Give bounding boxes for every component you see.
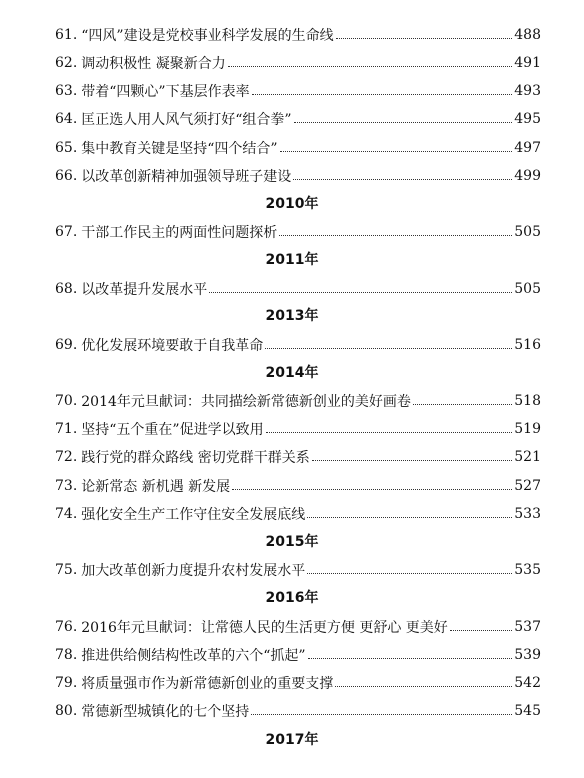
entry-number: 68. <box>55 281 78 297</box>
entry-number: 79. <box>55 675 78 691</box>
toc-entry[interactable] <box>55 475 541 497</box>
entry-page-number: 521 <box>514 449 541 465</box>
toc-entry[interactable] <box>55 221 541 243</box>
toc-entry[interactable] <box>55 80 541 102</box>
entry-page-number: 542 <box>514 675 541 691</box>
entry-page-number: 499 <box>514 168 541 184</box>
entry-title: 强化安全生产工作守住安全发展底线 <box>81 507 306 523</box>
dot-leader <box>307 517 512 518</box>
entry-title: 将质量强市作为新常德新创业的重要支撑 <box>81 676 334 692</box>
toc-entry[interactable] <box>55 672 541 694</box>
entry-page-number: 488 <box>514 27 541 43</box>
dot-leader <box>252 94 513 95</box>
dot-leader <box>265 348 512 349</box>
entry-number: 80. <box>55 703 78 719</box>
toc-entry[interactable] <box>55 616 541 638</box>
entry-page-number: 519 <box>514 421 541 437</box>
toc-entry[interactable] <box>55 165 541 187</box>
year-heading: 2013年 <box>265 308 319 324</box>
toc-entry[interactable] <box>55 52 541 74</box>
toc-entry[interactable] <box>55 334 541 356</box>
entry-title: 集中教育关键是坚持“四个结合” <box>81 141 278 157</box>
dot-leader <box>209 292 512 293</box>
entry-title: 践行党的群众路线 密切党群干群关系 <box>81 450 310 466</box>
entry-number: 71. <box>55 421 78 437</box>
entry-title: 优化发展环境要敢于自我革命 <box>81 338 264 354</box>
entry-title: 匡正选人用人风气须打好“组合拳” <box>81 112 292 128</box>
year-heading: 2014年 <box>265 365 319 381</box>
entry-number: 75. <box>55 562 78 578</box>
dot-leader <box>294 122 513 123</box>
entry-number: 74. <box>55 506 78 522</box>
entry-page-number: 495 <box>514 111 541 127</box>
entry-page-number: 491 <box>514 55 541 71</box>
entry-title: 调动积极性 凝聚新合力 <box>81 56 226 72</box>
toc-entry[interactable] <box>55 503 541 525</box>
entry-title: 推进供给侧结构性改革的六个“抓起” <box>81 648 306 664</box>
dot-leader <box>280 151 513 152</box>
entry-title: 论新常态 新机遇 新发展 <box>81 479 231 495</box>
toc-entry[interactable] <box>55 24 541 46</box>
toc-entry[interactable] <box>55 137 541 159</box>
dot-leader <box>293 179 512 180</box>
entry-number: 70. <box>55 393 78 409</box>
toc-entry[interactable] <box>55 644 541 666</box>
dot-leader <box>308 658 513 659</box>
entry-number: 62. <box>55 55 78 71</box>
dot-leader <box>266 432 513 433</box>
entry-page-number: 527 <box>514 478 541 494</box>
dot-leader <box>232 489 512 490</box>
entry-page-number: 505 <box>514 281 541 297</box>
entry-page-number: 518 <box>514 393 541 409</box>
entry-number: 69. <box>55 337 78 353</box>
toc-entry[interactable] <box>55 278 541 300</box>
dot-leader <box>335 686 512 687</box>
entry-title: 坚持“五个重在”促进学以致用 <box>81 422 264 438</box>
entry-number: 66. <box>55 168 78 184</box>
year-heading: 2010年 <box>265 196 319 212</box>
year-heading: 2015年 <box>265 534 319 550</box>
entry-title: “四风”建设是党校事业科学发展的生命线 <box>81 28 334 44</box>
entry-number: 64. <box>55 111 78 127</box>
year-heading: 2016年 <box>265 590 319 606</box>
toc-entry[interactable] <box>55 700 541 722</box>
entry-number: 73. <box>55 478 78 494</box>
entry-title: 以改革创新精神加强领导班子建设 <box>81 169 292 185</box>
entry-title: 以改革提升发展水平 <box>81 282 208 298</box>
entry-page-number: 545 <box>514 703 541 719</box>
entry-page-number: 497 <box>514 140 541 156</box>
entry-number: 67. <box>55 224 78 240</box>
entry-title: 带着“四颗心”下基层作表率 <box>81 84 250 100</box>
entry-page-number: 516 <box>514 337 541 353</box>
entry-title: 2016年元旦献词：让常德人民的生活更方便 更舒心 更美好 <box>81 620 448 636</box>
dot-leader <box>228 66 513 67</box>
dot-leader <box>279 235 512 236</box>
entry-page-number: 505 <box>514 224 541 240</box>
entry-number: 61. <box>55 27 78 43</box>
toc-entry[interactable] <box>55 559 541 581</box>
entry-title: 2014年元旦献词：共同描绘新常德新创业的美好画卷 <box>81 394 411 410</box>
entry-number: 63. <box>55 83 78 99</box>
entry-page-number: 539 <box>514 647 541 663</box>
entry-page-number: 535 <box>514 562 541 578</box>
dot-leader <box>413 404 512 405</box>
year-heading: 2017年 <box>265 732 319 748</box>
entry-number: 72. <box>55 449 78 465</box>
dot-leader <box>312 460 513 461</box>
entry-title: 干部工作民主的两面性问题探析 <box>81 225 278 241</box>
dot-leader <box>307 573 512 574</box>
entry-number: 78. <box>55 647 78 663</box>
toc-entry[interactable] <box>55 446 541 468</box>
toc-entry[interactable] <box>55 418 541 440</box>
toc-entry[interactable] <box>55 108 541 130</box>
toc-entry[interactable] <box>55 390 541 412</box>
dot-leader <box>251 714 512 715</box>
entry-page-number: 493 <box>514 83 541 99</box>
entry-page-number: 537 <box>514 619 541 635</box>
dot-leader <box>336 38 513 39</box>
entry-title: 常德新型城镇化的七个坚持 <box>81 704 250 720</box>
entry-number: 65. <box>55 140 78 156</box>
entry-number: 76. <box>55 619 78 635</box>
dot-leader <box>450 630 512 631</box>
entry-title: 加大改革创新力度提升农村发展水平 <box>81 563 306 579</box>
year-heading: 2011年 <box>265 252 319 268</box>
entry-page-number: 533 <box>514 506 541 522</box>
